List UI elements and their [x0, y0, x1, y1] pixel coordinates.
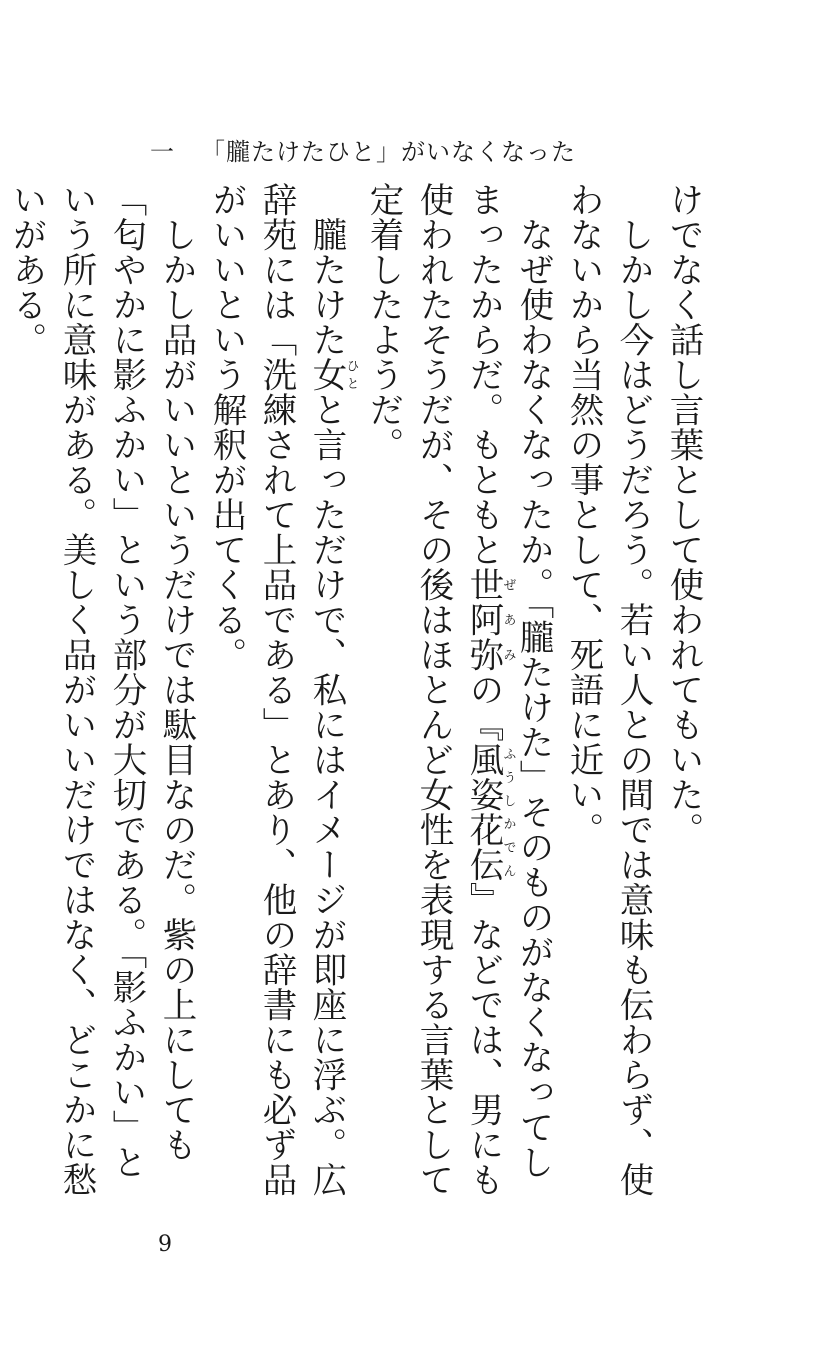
running-head: [150, 132, 576, 167]
text-segment: なぜ使わなくなったか。「朧たけた」そのものがなくなってしまったからだ。もともと: [463, 182, 553, 1180]
ruby-annotated-word: [463, 742, 516, 882]
running-head-dash: 一: [150, 138, 175, 166]
text-segment: しかし今はどうだろう。若い人との間では意味も伝わらず、使わないから当然の事として、死語に近い。: [563, 182, 653, 1197]
text-segment: しかし品がいいというだけでは駄目なのだ。紫の上にしても「匂やかに影ふかい」という部分が大切である。「影ふかい」という所に意味がある。美しく品がいいだけではなく、どこかに愁いがある。: [6, 182, 196, 1197]
ruby-annotated-word: [463, 567, 516, 672]
ruby-base: 風姿花伝: [463, 742, 503, 882]
paragraph: [1, 182, 201, 1212]
ruby-reading: ひと: [343, 356, 359, 392]
paragraph: [358, 182, 558, 1212]
body-text: [6, 182, 708, 1212]
text-segment: 朧たけた: [306, 216, 346, 357]
text-segment: けでなく話し言葉として使われてもいた。: [663, 182, 703, 847]
paragraph: [658, 182, 708, 1212]
running-head-title: 「朧たけたひと」がいなくなった: [201, 138, 576, 166]
text-segment: 』などでは、男にも使われたそうだが、その後はほとんど女性を表現する言葉として定着したようだ。: [363, 182, 503, 1197]
ruby-reading: ぜあみ: [500, 567, 516, 672]
ruby-reading: ふうしかでん: [500, 742, 516, 882]
text-segment: と言っただけで、私にはイメージが即座に浮ぶ。広辞苑には「洗練されて上品である」とあり、他の辞書にも必ず品がいいという解釈が出てくる。: [206, 182, 346, 1197]
ruby-base: 世阿弥: [463, 567, 503, 672]
paragraph: [558, 182, 658, 1212]
page-number: 9: [158, 1232, 172, 1257]
ruby-base: 女: [306, 356, 346, 392]
ruby-annotated-word: [306, 356, 359, 392]
text-segment: の『: [463, 672, 503, 742]
paragraph: [201, 182, 358, 1212]
